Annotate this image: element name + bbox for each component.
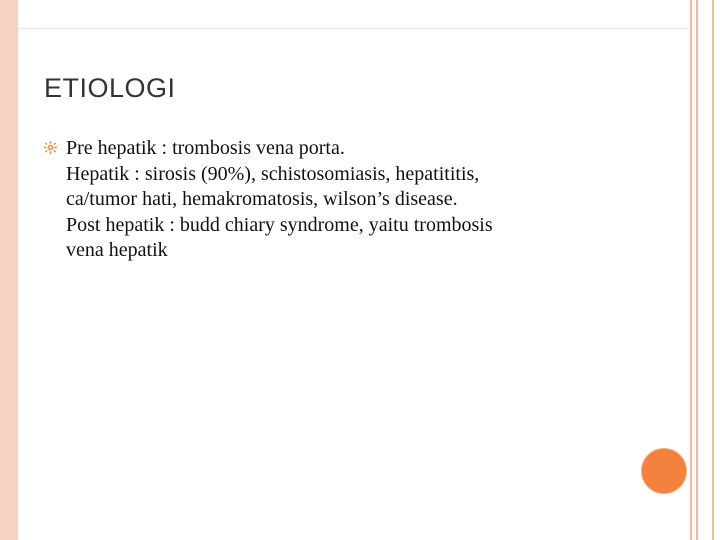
bullet-item [44,136,604,264]
left-border-bar [0,0,18,540]
bullet-line-3: ca/tumor hati, hemakromatosis, wilson’s disease. [66,188,458,210]
top-divider [18,28,688,29]
bullet-line-5: vena hepatik [66,239,168,261]
sun-bullet-icon [44,141,57,154]
bullet-line-1: Pre hepatik : trombosis vena porta. [66,137,345,159]
bullet-line-2: Hepatik : sirosis (90%), schistosomiasis, hepatititis, [66,162,480,185]
slide-title: ETIOLOGI [44,73,176,103]
bullet-line-4: Post hepatik : budd chiary syndrome, yaitu trombosis [66,213,493,236]
slide-content [44,136,604,264]
decorative-orange-circle [642,449,686,493]
right-rule-3 [712,0,714,540]
right-rule-2 [696,0,698,540]
right-rule-1 [690,0,692,540]
